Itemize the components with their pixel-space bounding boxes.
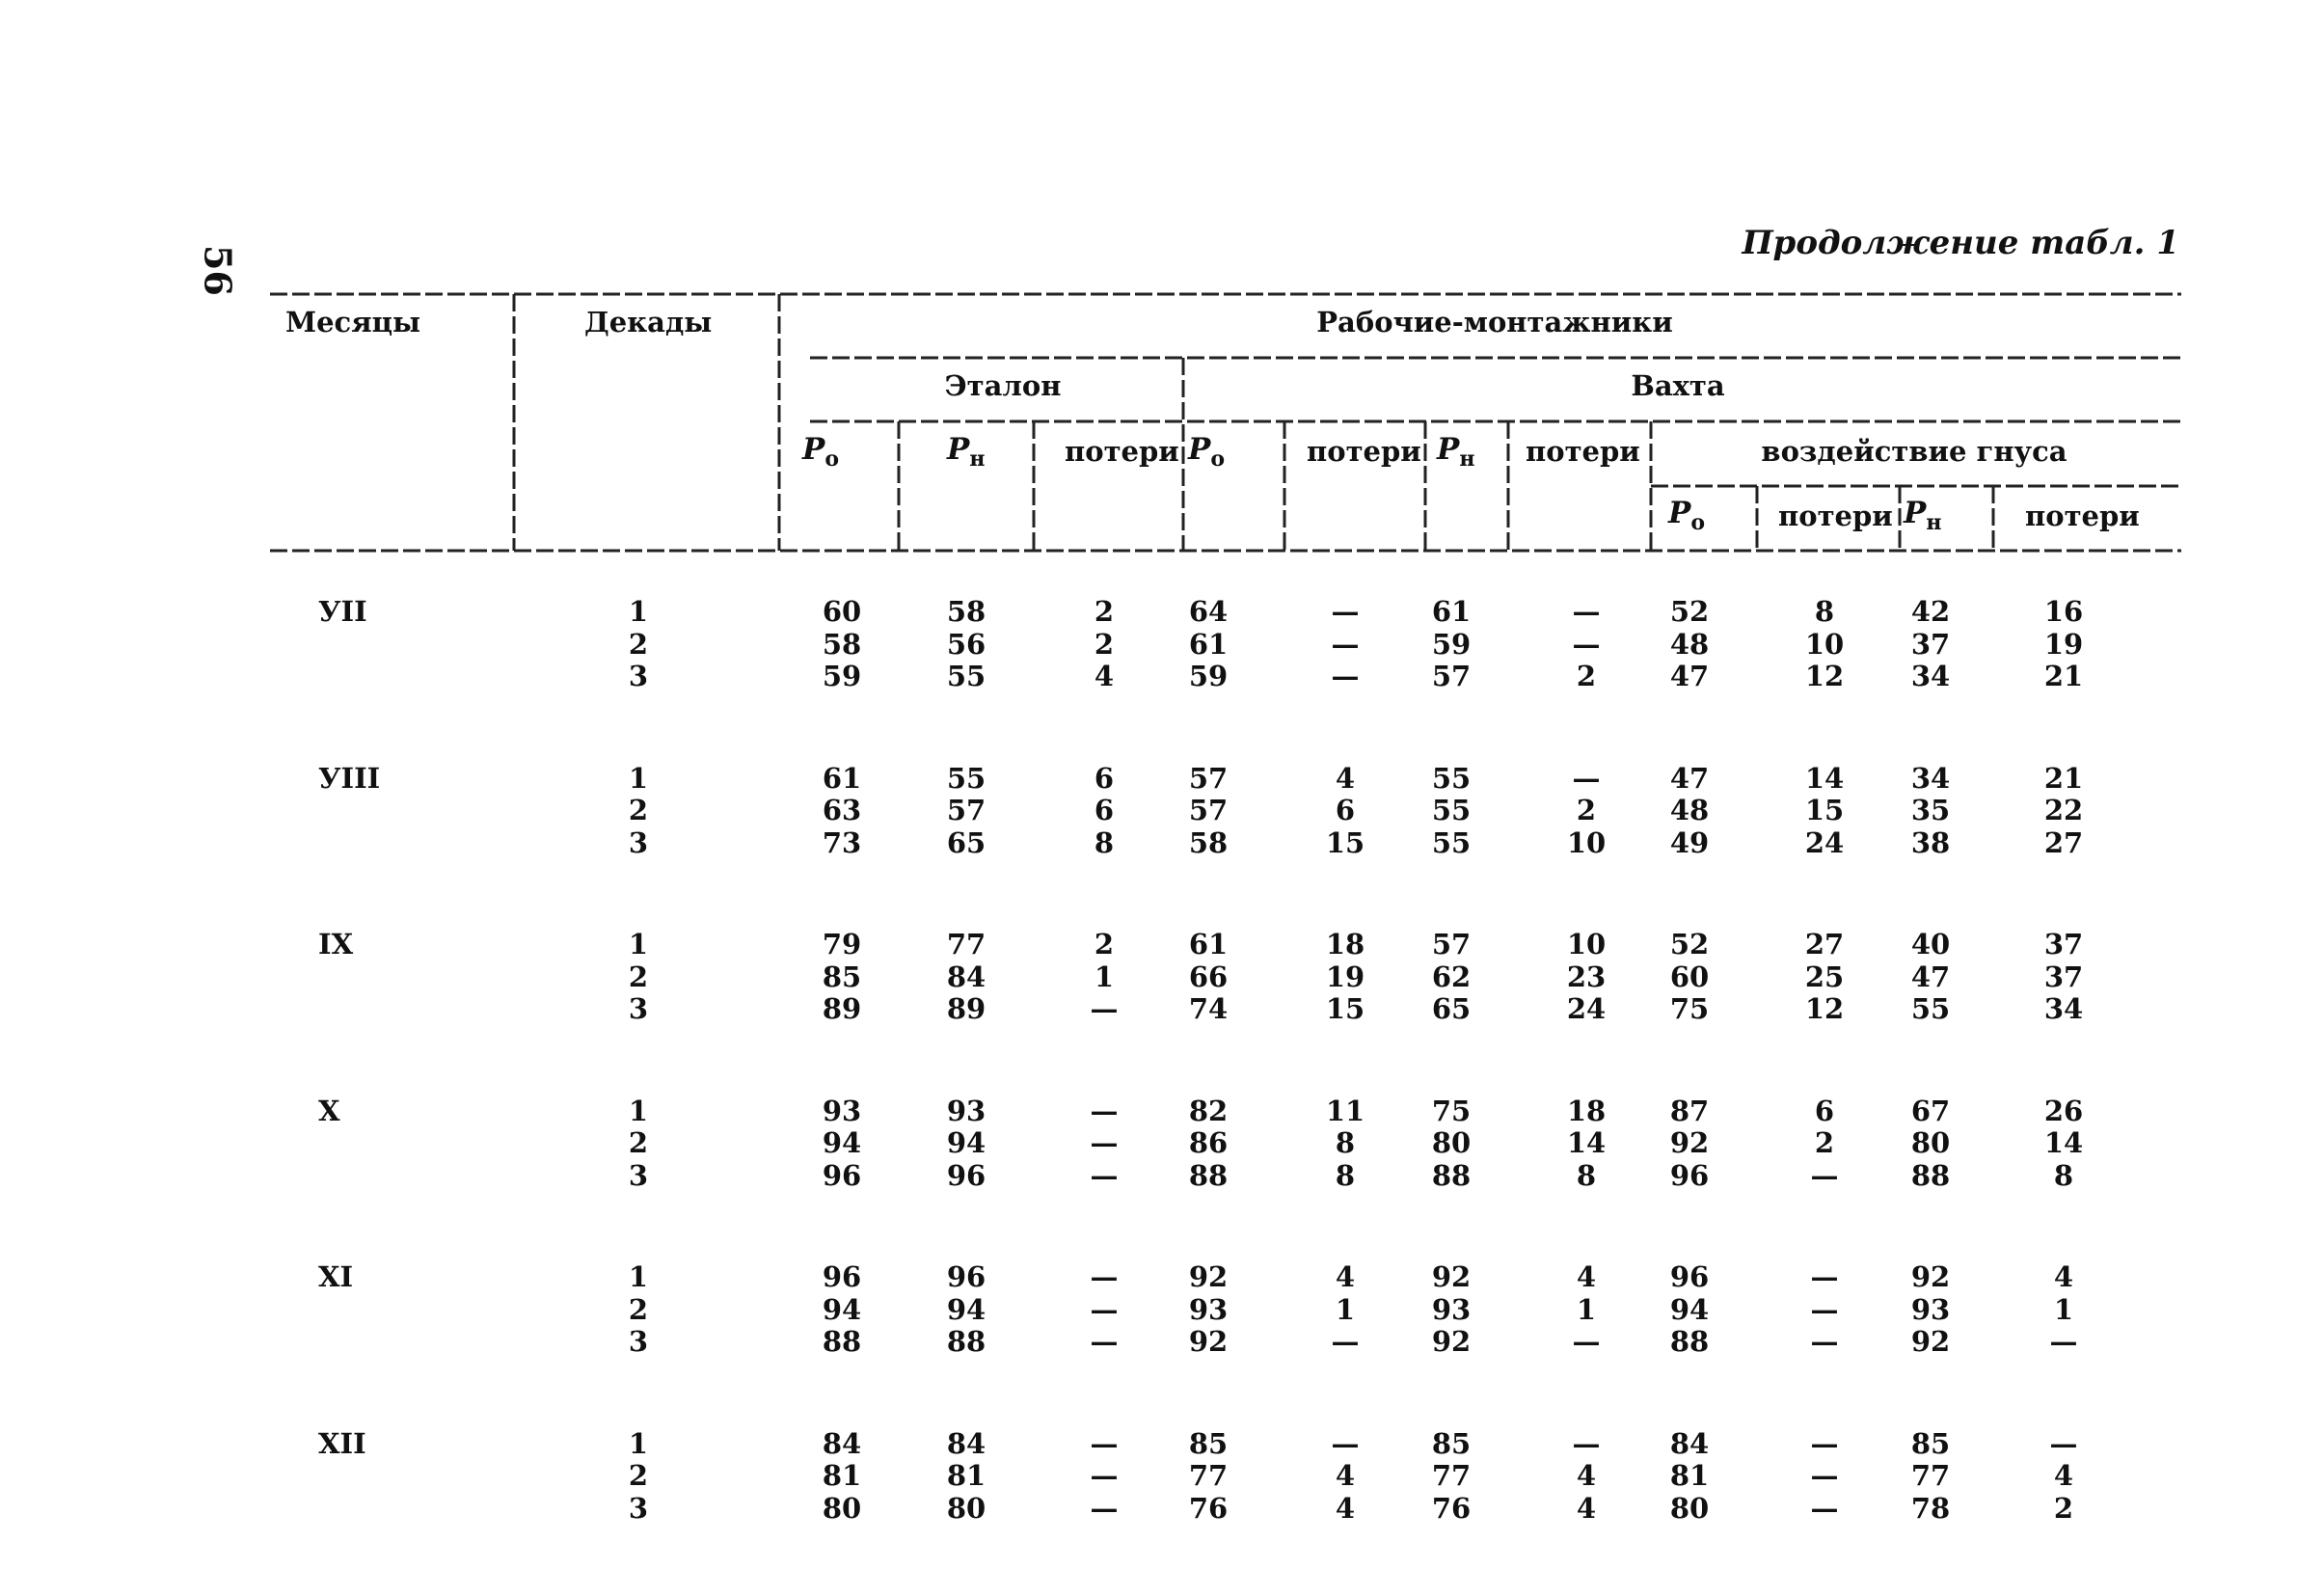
value-cell: 96: [1669, 1260, 1710, 1293]
value-cell: 42: [1910, 595, 1951, 628]
value-cell: 37: [1910, 627, 1951, 661]
value-cell: 87: [1669, 1094, 1710, 1127]
value-cell: 61: [1188, 928, 1229, 960]
value-cell: 16: [2043, 595, 2084, 628]
value-cell: 62: [1431, 960, 1472, 993]
value-cell: 18: [1325, 928, 1365, 960]
decade-cell: 2: [628, 1126, 649, 1159]
value-cell: 79: [822, 928, 862, 960]
value-cell: 57: [946, 794, 986, 826]
value-cell: 4: [1335, 1260, 1356, 1293]
value-cell: 96: [1669, 1158, 1710, 1192]
header-vakhta-loss-1: потери: [1307, 435, 1421, 468]
value-cell: 59: [1431, 627, 1472, 661]
value-cell: 55: [1431, 761, 1472, 795]
header-p-n: $P_н$: [947, 432, 986, 473]
value-cell: 61: [1431, 595, 1472, 628]
value-cell: 12: [1804, 660, 1845, 692]
value-cell: 96: [822, 1260, 862, 1293]
value-cell: 27: [1804, 928, 1845, 960]
value-cell: —: [1810, 1260, 1839, 1293]
value-cell: 88: [822, 1325, 862, 1358]
header-etalon: Эталон: [944, 369, 1062, 402]
value-cell: —: [2049, 1426, 2078, 1460]
header-etalon-loss: потери: [1065, 435, 1179, 468]
value-cell: —: [2049, 1325, 2078, 1358]
header-vakhta: Вахта: [1631, 369, 1725, 402]
value-cell: 81: [946, 1459, 986, 1492]
value-cell: 10: [1804, 627, 1845, 661]
value-cell: 48: [1669, 627, 1710, 661]
value-cell: 60: [1669, 960, 1710, 993]
decade-cell: 3: [628, 660, 649, 692]
value-cell: —: [1090, 1094, 1119, 1127]
value-cell: 49: [1669, 825, 1710, 859]
value-cell: 1: [1335, 1292, 1356, 1326]
decade-cell: 1: [628, 1426, 649, 1460]
value-cell: 76: [1431, 1491, 1472, 1525]
value-cell: 21: [2043, 761, 2084, 795]
value-cell: 93: [1188, 1292, 1229, 1326]
value-cell: 37: [2043, 960, 2084, 993]
value-cell: —: [1572, 761, 1601, 795]
header-gnus-p-o: $P_о$: [1668, 496, 1705, 536]
decade-cell: 1: [628, 595, 649, 628]
value-cell: 77: [946, 928, 986, 960]
value-cell: 1: [2053, 1292, 2074, 1326]
value-cell: 84: [822, 1426, 862, 1460]
value-cell: 94: [946, 1126, 986, 1159]
value-cell: 4: [1335, 761, 1356, 795]
value-cell: 88: [946, 1325, 986, 1358]
value-cell: 63: [822, 794, 862, 826]
value-cell: —: [1090, 1491, 1119, 1525]
value-cell: 65: [946, 825, 986, 859]
value-cell: 27: [2043, 825, 2084, 859]
value-cell: 82: [1188, 1094, 1229, 1127]
value-cell: 8: [2053, 1158, 2074, 1192]
value-cell: 73: [822, 825, 862, 859]
value-cell: 8: [1335, 1126, 1356, 1159]
page-number: 56: [196, 245, 240, 296]
value-cell: —: [1810, 1158, 1839, 1192]
value-cell: 92: [1910, 1260, 1951, 1293]
value-cell: 78: [1910, 1491, 1951, 1525]
value-cell: 93: [1910, 1292, 1951, 1326]
value-cell: —: [1090, 992, 1119, 1025]
value-cell: 93: [946, 1094, 986, 1127]
value-cell: 58: [946, 595, 986, 628]
value-cell: 57: [1431, 928, 1472, 960]
value-cell: 88: [1188, 1158, 1229, 1192]
value-cell: 56: [946, 627, 986, 661]
value-cell: 12: [1804, 992, 1845, 1025]
value-cell: 23: [1566, 960, 1607, 993]
header-vakhta-p-n: $P_н$: [1437, 432, 1475, 473]
value-cell: 59: [822, 660, 862, 692]
month-label: УII: [318, 595, 367, 628]
decade-cell: 2: [628, 627, 649, 661]
header-vakhta-p-o: $P_о$: [1188, 432, 1225, 473]
value-cell: 47: [1669, 761, 1710, 795]
value-cell: 8: [1335, 1158, 1356, 1192]
value-cell: 96: [946, 1158, 986, 1192]
decade-cell: 1: [628, 761, 649, 795]
value-cell: 47: [1669, 660, 1710, 692]
value-cell: 8: [1576, 1158, 1597, 1192]
month-label: XI: [318, 1260, 354, 1293]
value-cell: 34: [1910, 761, 1951, 795]
value-cell: 88: [1431, 1158, 1472, 1192]
value-cell: 80: [1910, 1126, 1951, 1159]
value-cell: 94: [822, 1126, 862, 1159]
value-cell: 86: [1188, 1126, 1229, 1159]
month-label: IX: [318, 928, 354, 960]
value-cell: 4: [1335, 1491, 1356, 1525]
value-cell: 81: [822, 1459, 862, 1492]
value-cell: 55: [946, 761, 986, 795]
decade-cell: 1: [628, 1260, 649, 1293]
value-cell: 4: [1576, 1459, 1597, 1492]
value-cell: 19: [1325, 960, 1365, 993]
value-cell: 93: [1431, 1292, 1472, 1326]
value-cell: 75: [1669, 992, 1710, 1025]
value-cell: —: [1090, 1459, 1119, 1492]
value-cell: 6: [1335, 794, 1356, 826]
value-cell: —: [1810, 1292, 1839, 1326]
value-cell: 40: [1910, 928, 1951, 960]
value-cell: 67: [1910, 1094, 1951, 1127]
value-cell: 58: [822, 627, 862, 661]
value-cell: 24: [1566, 992, 1607, 1025]
value-cell: 55: [1431, 825, 1472, 859]
value-cell: 92: [1188, 1325, 1229, 1358]
value-cell: 93: [822, 1094, 862, 1127]
value-cell: 52: [1669, 595, 1710, 628]
value-cell: 1: [1094, 960, 1115, 993]
value-cell: 2: [1576, 794, 1597, 826]
value-cell: 1: [1576, 1292, 1597, 1326]
value-cell: 84: [1669, 1426, 1710, 1460]
value-cell: 4: [1576, 1260, 1597, 1293]
value-cell: —: [1090, 1260, 1119, 1293]
header-gnus-loss-1: потери: [1778, 500, 1893, 532]
decade-cell: 2: [628, 794, 649, 826]
value-cell: 52: [1669, 928, 1710, 960]
header-gnus: воздействие гнуса: [1761, 435, 2067, 468]
value-cell: 26: [2043, 1094, 2084, 1127]
value-cell: —: [1090, 1325, 1119, 1358]
value-cell: 85: [1431, 1426, 1472, 1460]
value-cell: 4: [2053, 1260, 2074, 1293]
value-cell: 21: [2043, 660, 2084, 692]
decade-cell: 3: [628, 1491, 649, 1525]
table-continuation-caption: Продолжение табл. 1: [1742, 224, 2179, 262]
decade-cell: 3: [628, 1158, 649, 1192]
value-cell: —: [1810, 1459, 1839, 1492]
value-cell: —: [1090, 1426, 1119, 1460]
value-cell: 57: [1188, 794, 1229, 826]
value-cell: 57: [1431, 660, 1472, 692]
value-cell: 85: [822, 960, 862, 993]
value-cell: 14: [1566, 1126, 1607, 1159]
value-cell: 15: [1325, 992, 1365, 1025]
value-cell: —: [1810, 1426, 1839, 1460]
value-cell: 80: [946, 1491, 986, 1525]
month-label: X: [318, 1094, 340, 1127]
value-cell: 34: [2043, 992, 2084, 1025]
value-cell: —: [1572, 595, 1601, 628]
value-cell: —: [1331, 595, 1360, 628]
value-cell: 4: [2053, 1459, 2074, 1492]
decade-cell: 3: [628, 825, 649, 859]
value-cell: 92: [1669, 1126, 1710, 1159]
decade-cell: 3: [628, 992, 649, 1025]
value-cell: 89: [822, 992, 862, 1025]
header-vakhta-loss-2: потери: [1526, 435, 1640, 468]
value-cell: 18: [1566, 1094, 1607, 1127]
value-cell: 48: [1669, 794, 1710, 826]
value-cell: 2: [1094, 627, 1115, 661]
value-cell: 77: [1910, 1459, 1951, 1492]
value-cell: 92: [1910, 1325, 1951, 1358]
header-gnus-loss-2: потери: [2025, 500, 2140, 532]
value-cell: 22: [2043, 794, 2084, 826]
month-label: УIII: [318, 761, 381, 795]
value-cell: 61: [822, 761, 862, 795]
value-cell: —: [1090, 1292, 1119, 1326]
value-cell: 76: [1188, 1491, 1229, 1525]
value-cell: 2: [1814, 1126, 1835, 1159]
value-cell: 59: [1188, 660, 1229, 692]
header-p-o: $P_о$: [802, 432, 839, 473]
header-group: Рабочие-монтажники: [1316, 306, 1673, 338]
value-cell: 6: [1814, 1094, 1835, 1127]
value-cell: 80: [1669, 1491, 1710, 1525]
value-cell: 55: [1431, 794, 1472, 826]
value-cell: 88: [1910, 1158, 1951, 1192]
decade-cell: 3: [628, 1325, 649, 1358]
decade-cell: 1: [628, 1094, 649, 1127]
value-cell: 2: [1576, 660, 1597, 692]
value-cell: 4: [1576, 1491, 1597, 1525]
value-cell: 92: [1188, 1260, 1229, 1293]
value-cell: —: [1331, 660, 1360, 692]
value-cell: 88: [1669, 1325, 1710, 1358]
value-cell: —: [1331, 627, 1360, 661]
value-cell: 24: [1804, 825, 1845, 859]
value-cell: 57: [1188, 761, 1229, 795]
value-cell: 25: [1804, 960, 1845, 993]
value-cell: 92: [1431, 1325, 1472, 1358]
value-cell: 96: [946, 1260, 986, 1293]
value-cell: 4: [1094, 660, 1115, 692]
value-cell: 2: [1094, 928, 1115, 960]
value-cell: 65: [1431, 992, 1472, 1025]
value-cell: —: [1572, 627, 1601, 661]
value-cell: 81: [1669, 1459, 1710, 1492]
value-cell: 38: [1910, 825, 1951, 859]
value-cell: —: [1090, 1126, 1119, 1159]
value-cell: 89: [946, 992, 986, 1025]
value-cell: 94: [822, 1292, 862, 1326]
value-cell: 66: [1188, 960, 1229, 993]
value-cell: —: [1572, 1325, 1601, 1358]
value-cell: 34: [1910, 660, 1951, 692]
value-cell: —: [1572, 1426, 1601, 1460]
value-cell: —: [1810, 1325, 1839, 1358]
month-label: XII: [318, 1426, 366, 1460]
decade-cell: 2: [628, 960, 649, 993]
value-cell: —: [1090, 1158, 1119, 1192]
value-cell: 2: [1094, 595, 1115, 628]
value-cell: 60: [822, 595, 862, 628]
value-cell: 75: [1431, 1094, 1472, 1127]
value-cell: 77: [1188, 1459, 1229, 1492]
value-cell: —: [1810, 1491, 1839, 1525]
value-cell: 80: [1431, 1126, 1472, 1159]
value-cell: 14: [1804, 761, 1845, 795]
value-cell: 47: [1910, 960, 1951, 993]
value-cell: 6: [1094, 794, 1115, 826]
value-cell: —: [1331, 1426, 1360, 1460]
value-cell: 96: [822, 1158, 862, 1192]
value-cell: 10: [1566, 928, 1607, 960]
value-cell: 11: [1325, 1094, 1365, 1127]
value-cell: 19: [2043, 627, 2084, 661]
value-cell: 55: [1910, 992, 1951, 1025]
decade-cell: 2: [628, 1459, 649, 1492]
value-cell: 4: [1335, 1459, 1356, 1492]
header-decades: Декады: [584, 306, 713, 338]
value-cell: 55: [946, 660, 986, 692]
value-cell: 2: [2053, 1491, 2074, 1525]
value-cell: 64: [1188, 595, 1229, 628]
header-months: Месяцы: [285, 306, 421, 338]
value-cell: 8: [1814, 595, 1835, 628]
value-cell: 15: [1325, 825, 1365, 859]
value-cell: 77: [1431, 1459, 1472, 1492]
value-cell: 8: [1094, 825, 1115, 859]
value-cell: 15: [1804, 794, 1845, 826]
value-cell: 84: [946, 960, 986, 993]
value-cell: 6: [1094, 761, 1115, 795]
value-cell: 74: [1188, 992, 1229, 1025]
value-cell: 80: [822, 1491, 862, 1525]
value-cell: —: [1331, 1325, 1360, 1358]
value-cell: 92: [1431, 1260, 1472, 1293]
value-cell: 84: [946, 1426, 986, 1460]
decade-cell: 1: [628, 928, 649, 960]
value-cell: 85: [1188, 1426, 1229, 1460]
value-cell: 10: [1566, 825, 1607, 859]
value-cell: 58: [1188, 825, 1229, 859]
value-cell: 14: [2043, 1126, 2084, 1159]
value-cell: 35: [1910, 794, 1951, 826]
value-cell: 61: [1188, 627, 1229, 661]
value-cell: 94: [946, 1292, 986, 1326]
value-cell: 94: [1669, 1292, 1710, 1326]
value-cell: 37: [2043, 928, 2084, 960]
header-gnus-p-n: $P_н$: [1904, 496, 1942, 536]
decade-cell: 2: [628, 1292, 649, 1326]
value-cell: 85: [1910, 1426, 1951, 1460]
